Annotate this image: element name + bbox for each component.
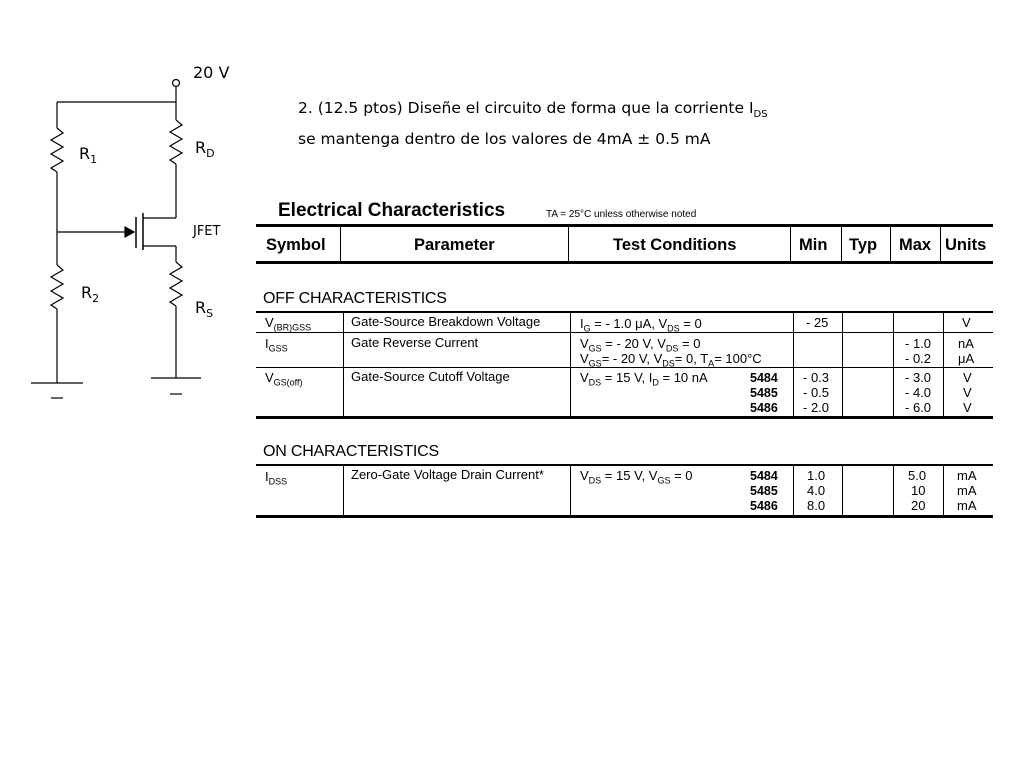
- on-r1-parameter: Zero-Gate Voltage Drain Current*: [351, 467, 544, 482]
- on-r1-part: 5485: [750, 484, 778, 498]
- on-sep: [943, 466, 944, 515]
- r1-label: $R_1$: [79, 144, 98, 167]
- rd-label: $R_D$: [195, 138, 215, 161]
- off-r2-unit-1: nA: [958, 336, 974, 351]
- r2-label: $R_2$: [81, 283, 100, 306]
- on-r1-max: 20: [911, 498, 926, 513]
- off-r3-unit: V: [963, 385, 972, 400]
- header-typ: Typ: [849, 236, 878, 254]
- header-sep: [890, 227, 891, 261]
- rs-resistor: [170, 262, 182, 306]
- off-r1-unit: V: [962, 315, 971, 330]
- header-sep: [790, 227, 791, 261]
- on-r1-min: 1.0: [807, 468, 826, 483]
- header-sep: [568, 227, 569, 261]
- on-r1-min: 8.0: [807, 498, 826, 513]
- on-sep: [793, 466, 794, 515]
- off-sep: [842, 313, 843, 416]
- off-r3-part: 5485: [750, 386, 778, 400]
- off-r3-part: 5484: [750, 371, 778, 385]
- off-top-rule: [256, 311, 993, 313]
- on-r1-symbol: $I_{DSS}$: [265, 469, 288, 487]
- header-max: Max: [899, 236, 932, 254]
- off-r1-min: - 25: [806, 315, 829, 330]
- off-section-title: OFF CHARACTERISTICS: [263, 290, 447, 307]
- off-r3-parameter: Gate-Source Cutoff Voltage: [351, 369, 510, 384]
- header-parameter: Parameter: [414, 236, 495, 254]
- header-min: Min: [799, 236, 828, 254]
- header-units: Units: [945, 236, 987, 254]
- rd-resistor: [170, 120, 182, 164]
- off-r2-max-1: - 1.0: [905, 336, 932, 351]
- on-r1-max: 5.0: [908, 468, 927, 483]
- off-sep: [343, 313, 344, 416]
- ground-right: [151, 378, 201, 394]
- on-section-title: ON CHARACTERISTICS: [263, 443, 439, 460]
- problem-line-1: 2. (12.5 ptos) Diseñe el circuito de forma que la corriente $I_{DS}$: [298, 99, 768, 121]
- rs-label: $R_S$: [195, 298, 214, 321]
- on-r1-unit: mA: [957, 498, 977, 513]
- ground-left: [31, 383, 83, 398]
- off-r1-conditions: $I_G$ = - 1.0 μA, $V_{DS} = 0$: [580, 316, 702, 334]
- header-conditions: Test Conditions: [613, 236, 737, 254]
- on-r1-conditions: $V_{DS} = 15$ V, $V_{GS} = 0$: [580, 468, 693, 486]
- off-r1-symbol: $V_{(BR)GSS}$: [265, 315, 312, 333]
- off-bottom-rule: [256, 416, 993, 419]
- supply-terminal: [173, 80, 180, 87]
- on-sep: [842, 466, 843, 515]
- gate-arrow: [125, 227, 134, 237]
- r1-resistor: [51, 128, 63, 172]
- header-symbol: Symbol: [266, 236, 326, 254]
- header-top-rule: [256, 224, 993, 227]
- on-r1-unit: mA: [957, 468, 977, 483]
- on-sep: [343, 466, 344, 515]
- off-sep: [793, 313, 794, 416]
- off-r3-symbol: $V_{GS(off)}$: [265, 370, 303, 388]
- on-sep: [893, 466, 894, 515]
- off-r2-unit-2: μA: [958, 351, 975, 366]
- off-sep: [570, 313, 571, 416]
- problem-statement: [298, 96, 768, 151]
- off-r3-min: - 2.0: [803, 400, 830, 415]
- header-sep: [340, 227, 341, 261]
- off-r3-min: - 0.3: [803, 370, 830, 385]
- on-bottom-rule: [256, 515, 993, 518]
- off-r3-min: - 0.5: [803, 385, 830, 400]
- off-r3-max: - 6.0: [905, 400, 932, 415]
- datasheet-note: TA = 25°C unless otherwise noted: [546, 209, 697, 220]
- datasheet-title: Electrical Characteristics: [278, 200, 506, 221]
- off-sep: [893, 313, 894, 416]
- problem-line-2: se mantenga dentro de los valores de 4mA ± 0.5 mA: [298, 130, 711, 149]
- off-r2-max-2: - 0.2: [905, 351, 932, 366]
- off-r3-unit: V: [963, 400, 972, 415]
- on-r1-part: 5484: [750, 469, 778, 483]
- header-bottom-rule: [256, 261, 993, 264]
- r2-resistor: [51, 265, 63, 309]
- off-r2-symbol: $I_{GSS}$: [265, 336, 288, 354]
- off-r2-conditions-2: $V_{GS}= - 20$ V, $V_{DS}= 0$, $T_A= 100^\circ C$: [580, 351, 762, 369]
- on-r1-unit: mA: [957, 483, 977, 498]
- on-r1-part: 5486: [750, 499, 778, 513]
- header-sep: [940, 227, 941, 261]
- off-r3-max: - 3.0: [905, 370, 932, 385]
- off-r1-parameter: Gate-Source Breakdown Voltage: [351, 314, 541, 329]
- on-top-rule: [256, 464, 993, 466]
- header-sep: [841, 227, 842, 261]
- off-r3-conditions: $V_{DS} = 15$ V, $I_D = 10$ nA: [580, 370, 708, 388]
- off-r3-part: 5486: [750, 401, 778, 415]
- on-r1-min: 4.0: [807, 483, 826, 498]
- on-r1-max: 10: [911, 483, 926, 498]
- off-r3-unit: V: [963, 370, 972, 385]
- jfet-label: JFET: [193, 224, 221, 239]
- off-r3-max: - 4.0: [905, 385, 932, 400]
- off-r2-conditions-1: $V_{GS}$ = - 20 V, $V_{DS} = 0$: [580, 336, 701, 354]
- off-sep: [943, 313, 944, 416]
- on-sep: [570, 466, 571, 515]
- supply-label: 20 V: [193, 63, 230, 82]
- off-r2-parameter: Gate Reverse Current: [351, 335, 479, 350]
